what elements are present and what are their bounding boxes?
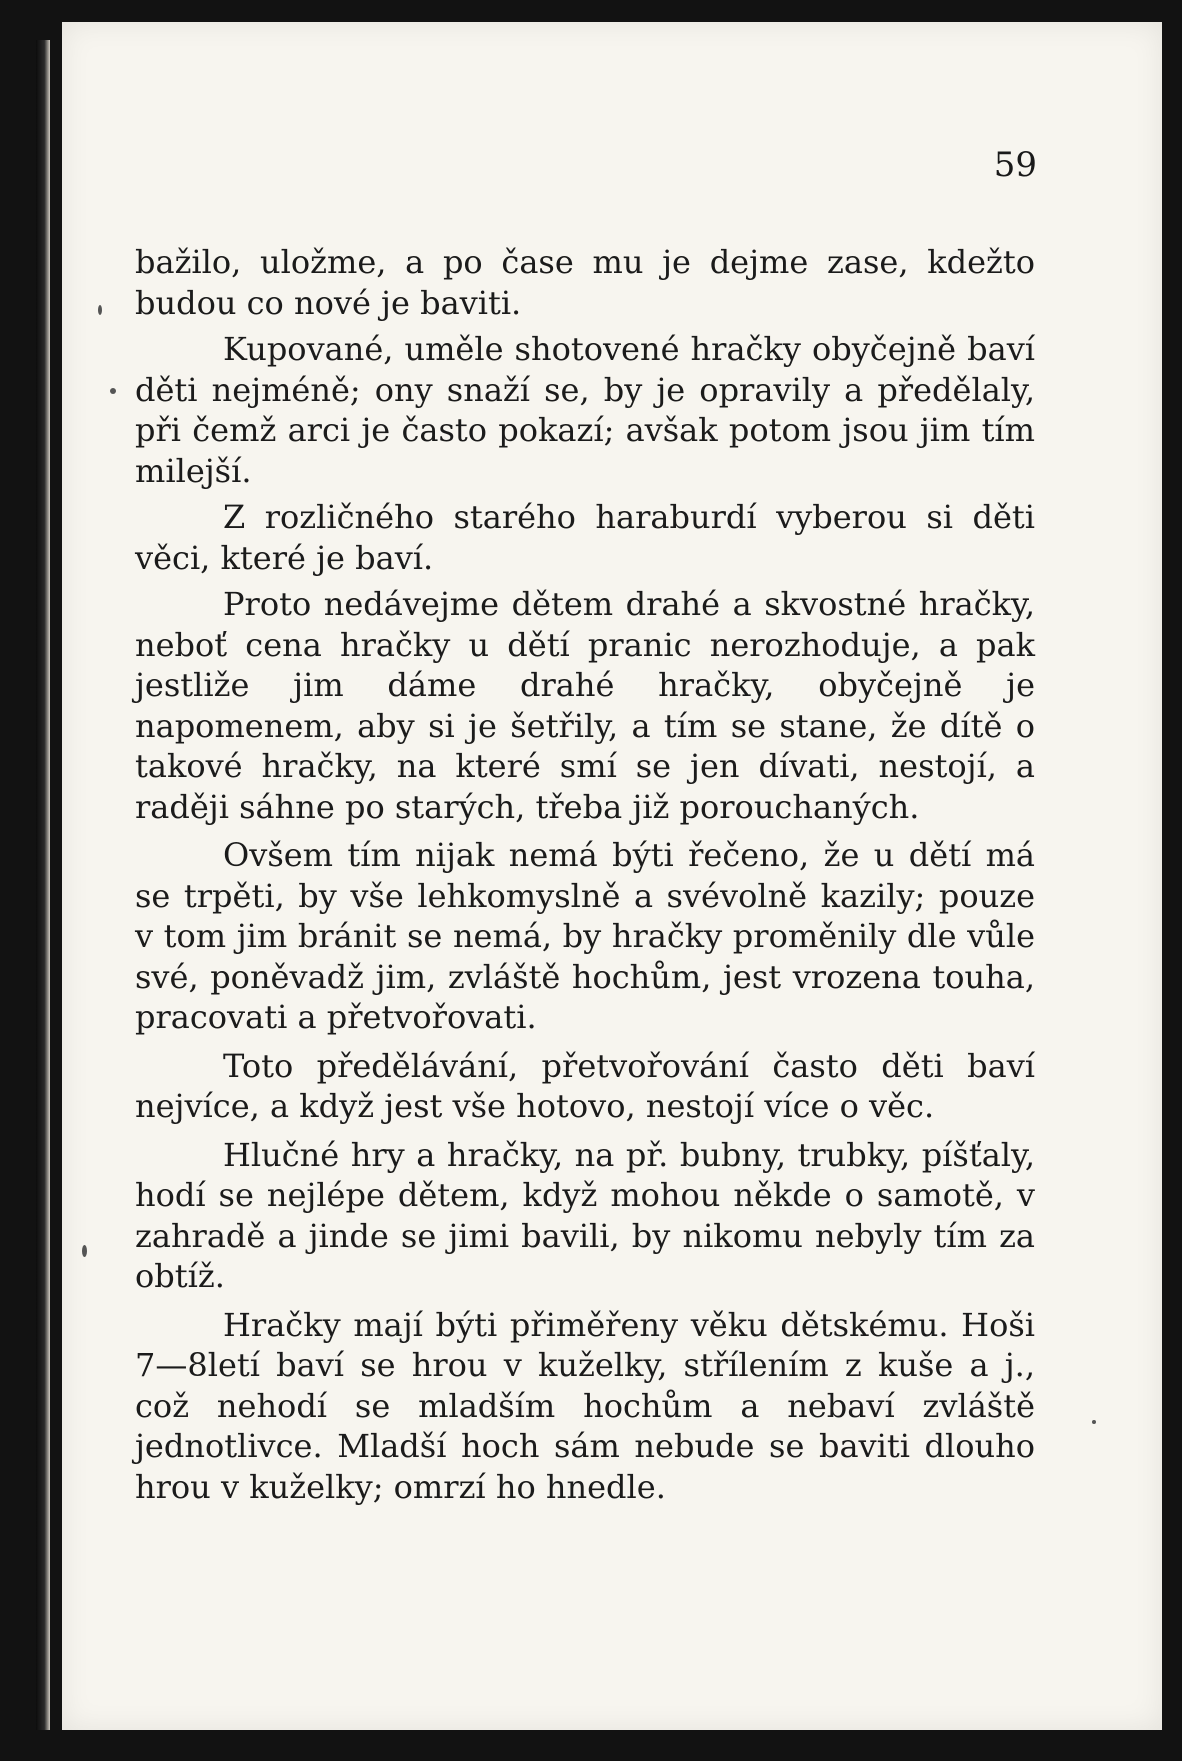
- paragraph-3: Z rozličného starého haraburdí vyberou si děti věci, které je baví.: [135, 498, 1035, 577]
- scan-speck: [98, 305, 102, 315]
- scan-speck: [82, 1245, 87, 1257]
- page-binding-shadow: [36, 40, 50, 1730]
- body-text: [135, 242, 1035, 1513]
- paragraph-6: Toto předělávání, přetvořování často děti baví nejvíce, a když jest vše hotovo, nestojí více o věc.: [135, 1046, 1035, 1125]
- scan-speck: [1092, 1420, 1096, 1424]
- page-number: 59: [993, 145, 1037, 185]
- scan-speck: [110, 388, 116, 394]
- paragraph-5: Ovšem tím nijak nemá býti řečeno, že u dětí má se trpěti, by vše lehkomyslně a svévolně kazily; pouze v tom jim bránit se nemá, by hračky proměnily dle vůle své, poněvadž jim, zvláště hochům, jest vrozena touha, pracovati a přetvořovati.: [135, 836, 1035, 1036]
- paragraph-8: Hračky mají býti přiměřeny věku dětskému. Hoši 7—8letí baví se hrou v kuželky, střílením z kuše a j., což nehodí se mladším hochům a nebaví zvláště jednotlivce. Mladší hoch sám nebude se baviti dlouho hrou v kuželky; omrzí ho hnedle.: [135, 1305, 1035, 1506]
- paragraph-1: bažilo, uložme, a po čase mu je dejme zase, kdežto budou co nové je baviti.: [135, 243, 1035, 322]
- paragraph-2: Kupované, uměle shotovené hračky obyčejně baví děti nejméně; ony snaží se, by je opravily a předělaly, při čemž arci je často pokazí; avšak potom jsou jim tím milejší.: [135, 330, 1035, 490]
- paragraph-4: Proto nedávejme dětem drahé a skvostné hračky, neboť cena hračky u dětí pranic nerozhoduje, a pak jestliže jim dáme drahé hračky, obyčejně je napomenem, aby si je šetřily, a tím se stane, že dítě o takové hračky, na které smí se jen dívati, nestojí, a raději sáhne po starých, třeba již porouchaných.: [135, 585, 1035, 826]
- paragraph-7: Hlučné hry a hračky, na př. bubny, trubky, píšťaly, hodí se nejlépe dětem, když mohou někde o samotě, v zahradě a jinde se jimi bavili, by nikomu nebyly tím za obtíž.: [135, 1135, 1035, 1295]
